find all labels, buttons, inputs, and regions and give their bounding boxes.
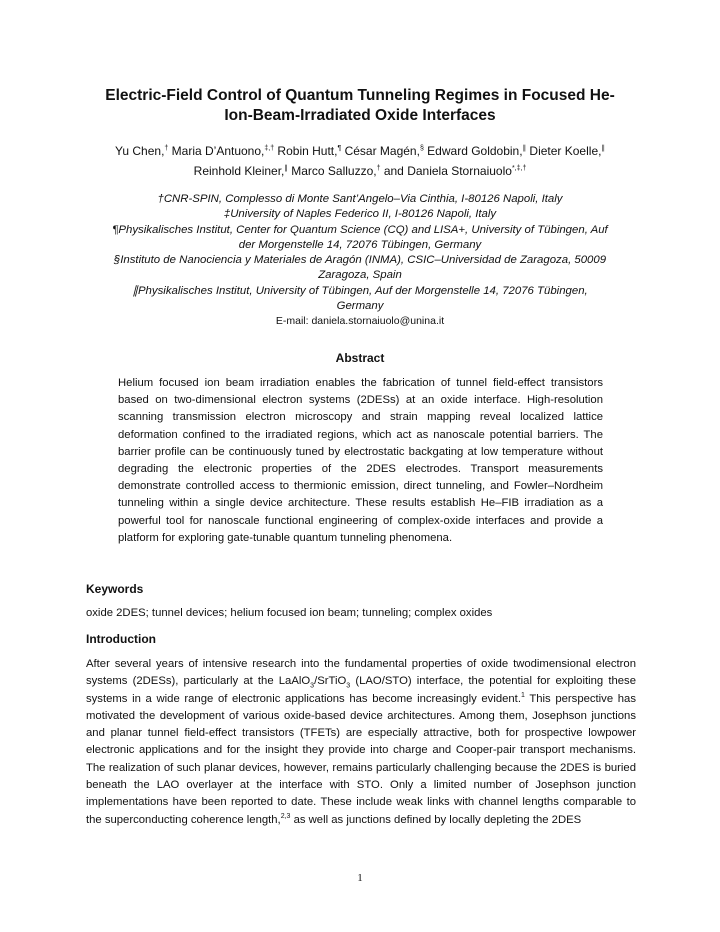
affiliation-1: †CNR-SPIN, Complesso di Monte Sant’Angelo–Via Cinthia, I-80126 Napoli, Italy bbox=[157, 193, 563, 205]
citation-ref[interactable]: 2,3 bbox=[280, 812, 291, 820]
author-name: Marco Salluzzo, bbox=[287, 164, 377, 178]
chem-subscript: 3 bbox=[310, 682, 315, 690]
author-affil-mark: ∥ bbox=[522, 145, 527, 152]
page-number: 1 bbox=[357, 872, 363, 884]
paper-title bbox=[80, 86, 640, 126]
title-line-2: Ion-Beam-Irradiated Oxide Interfaces bbox=[224, 107, 496, 124]
author-name: Edward Goldobin, bbox=[423, 144, 523, 158]
intro-text-run: This perspective has motivated the development of various oxide-based device architectures. Among them, Josephson junctions and planar tunnel field-effect transistors (TFETs) are especially attractive, both for prospective lowpower electronic applications and for the insight they provide into charge and Cooper-pair transport mechanisms. The realization of such planar devices, however, remains particularly challenging because the 2DES is buried beneath the LAO overlayer at the interface with STO. Only a limited number of Josephson junction implementations have been reported to date. These include weak links with channel lengths comparable to the superconducting coherence length, bbox=[86, 692, 636, 826]
author-affil-mark: *,‡,† bbox=[511, 165, 527, 172]
affiliation-5: ∥Physikalisches Institut, University of Tübingen, Auf der Morgenstelle 14, 72076 Tübingen, Germany bbox=[132, 284, 588, 313]
abstract-text: Helium focused ion beam irradiation enables the fabrication of tunnel field-effect transistors based on two-dimensional electron systems (2DESs) at an oxide interface. High-resolution scanning transmission electron microscopy and strain mapping reveal localized lattice deformation confined to the irradiated regions, which act as nanoscale potential barriers. The barrier profile can be continuously tuned by electrostatic backgating at low temperature without degrading the electronic properties of the 2DES electrodes. Transport measurements demonstrate controlled access to thermionic emission, direct tunneling, and Fowler–Nordheim tunneling within a single device architecture. These results establish He–FIB irradiation as a powerful tool for nanoscale functional engineering of complex-oxide interfaces and provide a platform for exploring gate-tunable quantum tunneling phenomena. bbox=[118, 377, 603, 544]
introduction-text bbox=[86, 656, 636, 829]
intro-text-run: (LAO/STO) interface, the potential for exploiting these systems in a wide range of electronic applications has become increasingly evident. bbox=[86, 675, 636, 705]
author-line-1 bbox=[80, 140, 640, 160]
author-name: Robin Hutt, bbox=[274, 144, 338, 158]
author-name: César Magén, bbox=[341, 144, 420, 158]
author-list bbox=[80, 140, 640, 180]
author-line-2 bbox=[80, 160, 640, 180]
intro-text-run: After several years of intensive research into the fundamental properties of oxide twodimensional electron systems (2DESs), particularly at the LaAlO bbox=[86, 658, 636, 688]
affiliation-list bbox=[110, 192, 610, 330]
intro-text-run: /SrTiO bbox=[314, 675, 347, 688]
abstract-heading: Abstract bbox=[335, 351, 385, 365]
author-name: Maria D’Antuono, bbox=[168, 144, 265, 158]
author-affil-mark: ∥ bbox=[284, 165, 288, 172]
author-affil-mark: ¶ bbox=[337, 145, 342, 152]
author-name: Yu Chen, bbox=[115, 144, 165, 158]
affiliation-3: ¶Physikalisches Institut, Center for Quantum Science (CQ) and LISA+, University of Tübingen, Auf der Morgenstelle 14, 72076 Tübingen, Germany bbox=[112, 223, 608, 251]
author-name: Reinhold Kleiner, bbox=[193, 164, 285, 178]
keywords-text: oxide 2DES; tunnel devices; helium focused ion beam; tunneling; complex oxides bbox=[86, 607, 493, 619]
affiliation-2: ‡University of Naples Federico II, I-80126 Napoli, Italy bbox=[223, 208, 497, 221]
author-name: Dieter Koelle, bbox=[526, 144, 602, 158]
title-line-1: Electric-Field Control of Quantum Tunneling Regimes in Focused He- bbox=[105, 87, 615, 104]
author-name: and Daniela Stornaiuolo bbox=[380, 164, 512, 178]
author-affil-mark: § bbox=[419, 145, 424, 152]
author-affil-mark: ∥ bbox=[601, 145, 605, 152]
intro-text-run: as well as junctions defined by locally depleting the 2DES bbox=[290, 813, 582, 826]
author-affil-mark: † bbox=[376, 165, 381, 172]
author-affil-mark: ‡,† bbox=[264, 145, 275, 152]
affiliation-4: §Instituto de Nanociencia y Materiales de Aragón (INMA), CSIC–Universidad de Zaragoza, 50009 Zaragoza, Spain bbox=[113, 254, 607, 282]
author-affil-mark: † bbox=[164, 145, 169, 152]
citation-ref[interactable]: 1 bbox=[520, 691, 525, 699]
corresponding-email[interactable]: E-mail: daniela.stornaiuolo@unina.it bbox=[275, 315, 445, 328]
introduction-heading: Introduction bbox=[86, 632, 156, 646]
keywords-heading: Keywords bbox=[86, 582, 144, 596]
chem-subscript: 3 bbox=[346, 682, 351, 690]
